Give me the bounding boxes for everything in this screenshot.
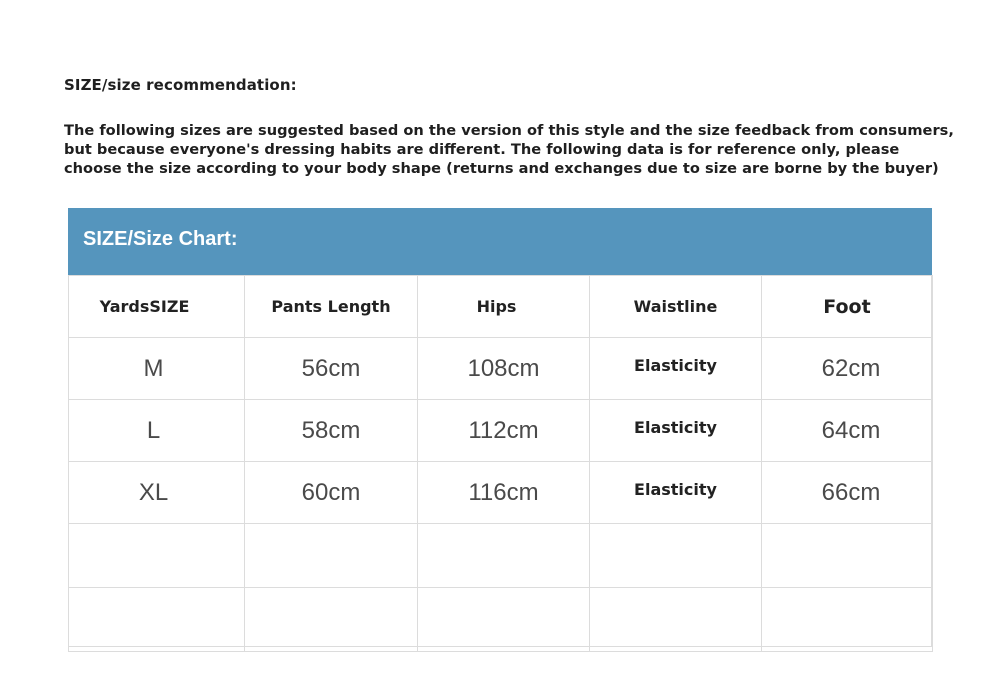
cell-value: 112cm: [468, 416, 539, 444]
table-cell-empty: [590, 524, 762, 588]
cell-value: Elasticity: [634, 418, 717, 437]
cell-value: 62cm: [821, 354, 881, 382]
column-header-yards-size: [69, 276, 245, 338]
table-cell-empty: [762, 524, 933, 588]
table-cell-waistline: [590, 338, 762, 400]
column-header-hips: [418, 276, 590, 338]
cell-value: Elasticity: [634, 480, 717, 499]
cell-value: M: [143, 354, 164, 382]
cell-value: L: [146, 416, 161, 444]
table-cell-pants-length: [245, 400, 418, 462]
column-header-label: Hips: [476, 297, 517, 316]
cell-value: 58cm: [301, 416, 361, 444]
cell-value: 108cm: [467, 354, 540, 382]
cell-value: 64cm: [821, 416, 881, 444]
table-cell-empty: [418, 524, 590, 588]
table-header-row: [69, 276, 933, 338]
table-cell-empty: [69, 588, 245, 652]
cell-value: XL: [138, 478, 169, 506]
size-chart: [68, 208, 932, 647]
cell-value: 56cm: [301, 354, 361, 382]
column-header-pants-length: [245, 276, 418, 338]
notice-line: The following sizes are suggested based on the version of this style and the size feedback from consumers,: [64, 122, 954, 139]
table-cell-size: [69, 462, 245, 524]
table-cell-hips: [418, 338, 590, 400]
table-cell-foot: [762, 338, 933, 400]
column-header-label: Pants Length: [271, 297, 391, 316]
table-cell-waistline: [590, 400, 762, 462]
table-cell-empty: [69, 524, 245, 588]
table-cell-pants-length: [245, 462, 418, 524]
table-row-empty: [69, 524, 933, 588]
cell-value: 66cm: [821, 478, 881, 506]
table-row-empty: [69, 588, 933, 652]
table-cell-pants-length: [245, 338, 418, 400]
size-chart-title: SIZE/Size Chart:: [83, 228, 238, 250]
cell-value: 116cm: [468, 478, 539, 506]
table-row: [69, 400, 933, 462]
column-header-label: Foot: [823, 295, 871, 318]
table-cell-hips: [418, 400, 590, 462]
cell-value: 60cm: [301, 478, 361, 506]
table-cell-empty: [245, 524, 418, 588]
column-header-waistline: [590, 276, 762, 338]
table-cell-empty: [762, 588, 933, 652]
table-row: [69, 462, 933, 524]
page-heading: SIZE/size recommendation:: [64, 76, 297, 94]
cell-value: Elasticity: [634, 356, 717, 375]
table-cell-hips: [418, 462, 590, 524]
table-cell-empty: [590, 588, 762, 652]
notice-line: choose the size according to your body shape (returns and exchanges due to size are borne by the buyer): [64, 160, 939, 177]
column-header-label: Waistline: [633, 297, 718, 316]
table-cell-size: [69, 338, 245, 400]
table-cell-empty: [418, 588, 590, 652]
column-header-label: YardsSIZE: [99, 297, 190, 316]
table-cell-foot: [762, 400, 933, 462]
notice-line: but because everyone's dressing habits are different. The following data is for reference only, please: [64, 141, 900, 158]
table-cell-size: [69, 400, 245, 462]
table-row: [69, 338, 933, 400]
size-notice: [64, 121, 964, 178]
table-cell-foot: [762, 462, 933, 524]
table-cell-waistline: [590, 462, 762, 524]
table-cell-empty: [245, 588, 418, 652]
size-chart-header: [68, 208, 932, 275]
column-header-foot: [762, 276, 933, 338]
size-table: [68, 275, 933, 652]
